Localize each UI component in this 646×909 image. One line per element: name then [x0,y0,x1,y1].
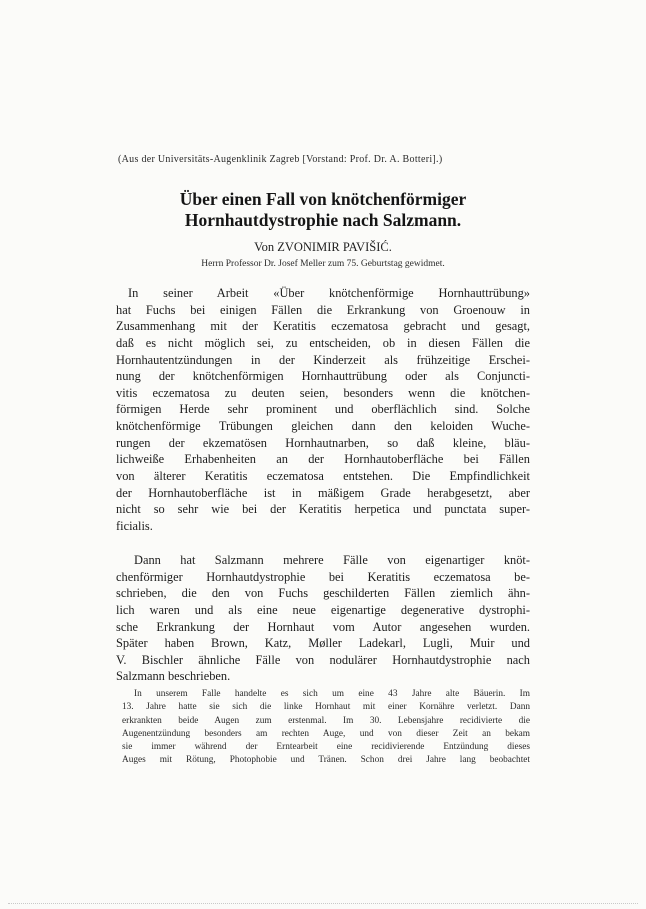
paragraph-intro [116,285,530,535]
text-line: chenförmiger Hornhautdystrophie bei Keratitis eczematosa be- [116,569,530,584]
text-line: Dann hat Salzmann mehrere Fälle von eigenartiger knöt- [134,553,530,567]
case-report-paragraph [122,688,530,768]
text-line: sie immer während der Erntearbeit eine recidivierende Entzündung dieses [122,742,530,753]
text-line: förmigen Herde sehr prominent und oberflächlich sind. Solche [116,402,530,417]
text-line: rungen der ekzematösen Hornhautnarben, so daß kleine, bläu- [116,435,530,450]
text-line: Auges mit Rötung, Photophobie und Tränen. Schon drei Jahre lang beobachtet [122,755,530,766]
text-line: erkrankten beide Augen zum erstenmal. Im 30. Lebensjahre recidivierte die [122,715,530,726]
dedication-line: Herrn Professor Dr. Josef Meller zum 75. Geburtstag gewidmet. [201,259,445,269]
text-line: V. Bischler ähnliche Fälle von nodulärer Hornhautdystrophie nach [116,652,530,667]
text-line: In seiner Arbeit «Über knötchenförmige Hornhauttrübung» [128,286,530,300]
paragraph-salzmann [116,552,530,685]
text-line: Hornhautentzündungen in der Kinderzeit als frühzeitige Erschei- [116,352,530,367]
text-line: hat Fuchs bei einigen Fällen die Erkrankung von Groenouw in [116,302,530,317]
text-line: nicht so sehr wie bei der Keratitis herpetica und punctata super- [116,502,530,517]
text-line: In unserem Falle handelte es sich um eine 43 Jahre alte Bäuerin. Im [134,689,530,699]
text-line: sche Erkrankung der Hornhaut vom Autor angesehen wurden. [116,619,530,634]
article-title-line-2: Hornhautdystrophie nach Salzmann. [184,210,462,230]
text-line: 13. Jahre hatte sie sich die linke Hornhaut mit einer Kornähre verletzt. Dann [122,702,530,713]
scan-edge-divider [8,903,638,905]
text-line: Zusammenhang mit der Keratitis eczematosa gebracht und gesagt, [116,319,530,334]
text-line: schrieben, die den von Fuchs geschilderten Fällen ziemlich ähn- [116,586,530,601]
text-line: ficialis. [116,518,153,533]
institution-header: (Aus der Universitäts-Augenklinik Zagreb [Vorstand: Prof. Dr. A. Botteri].) [118,154,443,165]
text-line: der Hornhautoberfläche ist in mäßigem Grade herabgesetzt, aber [116,485,530,500]
text-line: Augenentzündung besonders am rechten Auge, und von dieser Zeit an bekam [122,728,530,739]
text-line: Salzmann beschrieben. [116,669,231,684]
text-line: lich waren und als eine neue eigenartige degenerative dystrophi- [116,602,530,617]
article-title-line-1: Über einen Fall von knötchenförmiger [179,189,467,209]
text-line: daß es nicht möglich sei, zu entscheiden, ob in diesen Fällen die [116,335,530,350]
text-line: nung der knötchenförmigen Hornhauttrübung oder als Conjuncti- [116,369,530,384]
text-line: von älterer Keratitis eczematosa entstehen. Die Empfindlichkeit [116,469,530,484]
text-line: lichweiße Erhabenheiten an der Hornhautoberfläche bei Fällen [116,452,530,467]
author-line: Von ZVONIMIR PAVIŠIĆ. [254,240,392,254]
text-line: Später haben Brown, Katz, Møller Ladekarl, Lugli, Muir und [116,636,530,651]
text-line: knötchenförmige Trübungen gleichen dann den keloiden Wuche- [116,419,530,434]
text-line: vitis eczematosa zu deuten seien, besonders wenn die knötchen- [116,385,530,400]
